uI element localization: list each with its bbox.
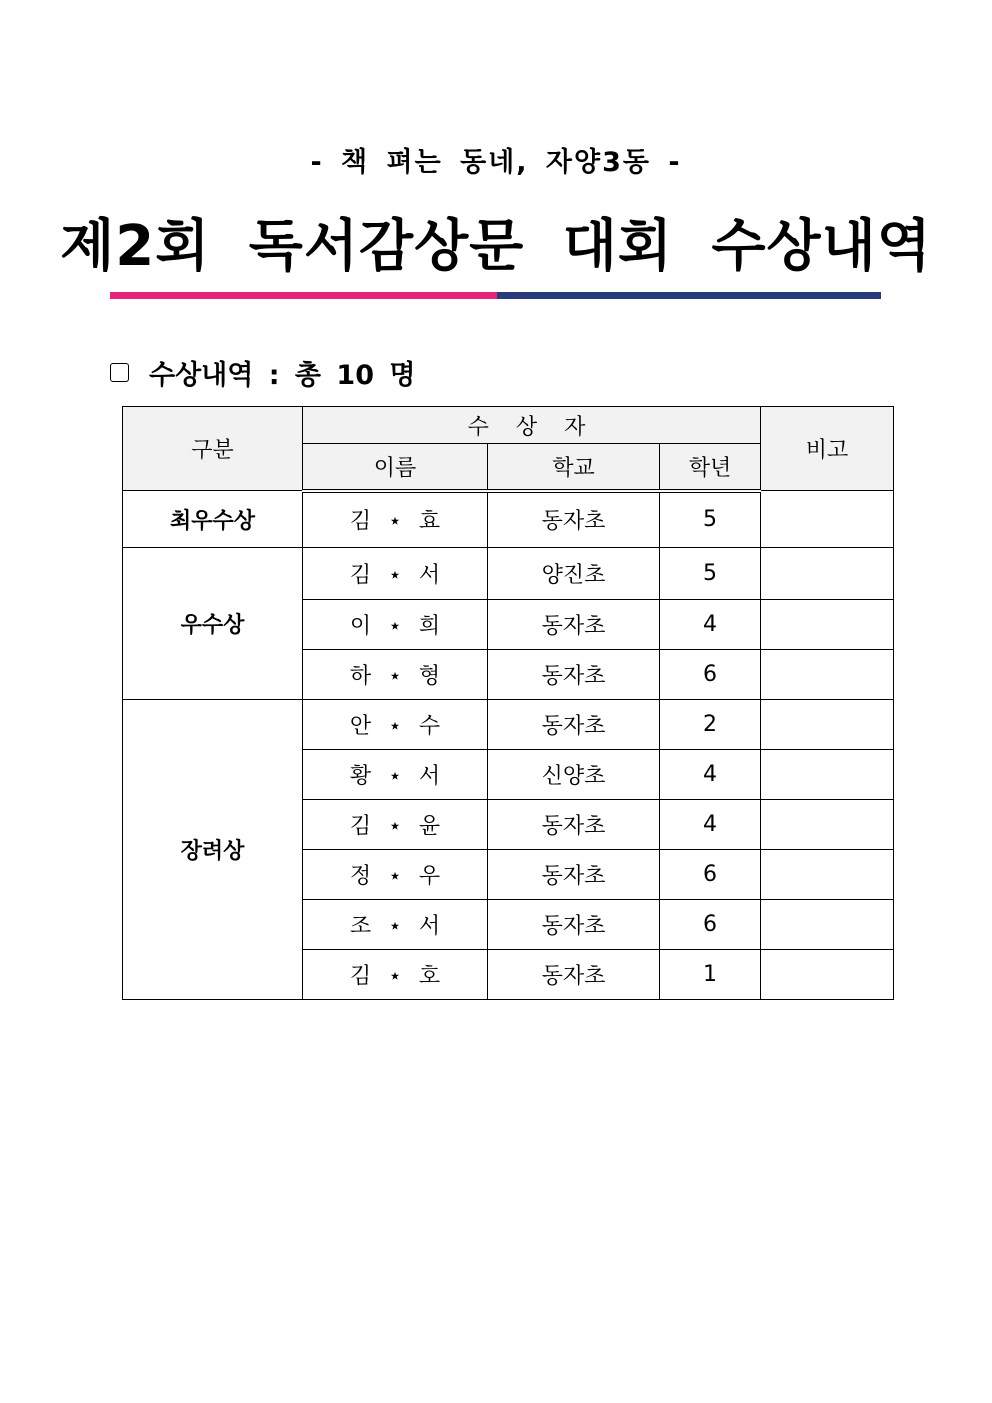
section-heading-text: 수상내역 : 총 10 명 [149,359,416,391]
page-title: 제2회 독서감상문 대회 수상내역 [60,214,932,279]
winner-grade: 4 [660,800,761,850]
header-note: 비고 [761,407,894,491]
winner-name: 김 ⋆ 윤 [303,800,488,850]
winner-grade: 6 [660,650,761,700]
winner-name: 조 ⋆ 서 [303,900,488,950]
winner-note [761,600,894,650]
winner-name: 이 ⋆ 희 [303,600,488,650]
table-row [123,548,894,600]
winner-name: 김 ⋆ 서 [303,548,488,600]
winner-grade: 2 [660,700,761,750]
winner-school: 동자초 [488,700,660,750]
winner-note [761,548,894,600]
winner-name: 하 ⋆ 형 [303,650,488,700]
winner-grade: 5 [660,548,761,600]
table-row [123,700,894,750]
winner-name: 정 ⋆ 우 [303,850,488,900]
awards-table-body [123,491,894,1000]
header-category: 구분 [123,407,303,491]
winner-name: 김 ⋆ 효 [303,491,488,548]
winner-grade: 4 [660,600,761,650]
winner-school: 동자초 [488,900,660,950]
header-winners: 수 상 자 [303,407,761,444]
header-grade: 학년 [660,444,761,491]
winner-note [761,850,894,900]
section-heading [110,354,415,390]
winner-name: 안 ⋆ 수 [303,700,488,750]
winner-note [761,950,894,1000]
winner-school: 동자초 [488,600,660,650]
subtitle: - 책 펴는 동네, 자양3동 - [310,147,682,178]
winner-grade: 1 [660,950,761,1000]
winner-school: 동자초 [488,491,660,548]
winner-note [761,491,894,548]
winner-grade: 6 [660,900,761,950]
winner-note [761,800,894,850]
winner-note [761,900,894,950]
table-row [123,491,894,548]
title-rule-pink [110,292,497,299]
winner-name: 김 ⋆ 호 [303,950,488,1000]
awards-table [122,406,894,1000]
winner-school: 동자초 [488,800,660,850]
award-category: 장려상 [123,700,303,1000]
winner-school: 양진초 [488,548,660,600]
checkbox-icon [110,363,129,382]
winner-grade: 6 [660,850,761,900]
winner-school: 신양초 [488,750,660,800]
winner-note [761,750,894,800]
award-category: 최우수상 [123,491,303,548]
winner-school: 동자초 [488,650,660,700]
title-rule-navy [497,292,881,299]
header-name: 이름 [303,444,488,491]
award-category: 우수상 [123,548,303,700]
header-school: 학교 [488,444,660,491]
winner-name: 황 ⋆ 서 [303,750,488,800]
winner-school: 동자초 [488,950,660,1000]
winner-note [761,700,894,750]
winner-grade: 5 [660,491,761,548]
winner-school: 동자초 [488,850,660,900]
winner-note [761,650,894,700]
winner-grade: 4 [660,750,761,800]
